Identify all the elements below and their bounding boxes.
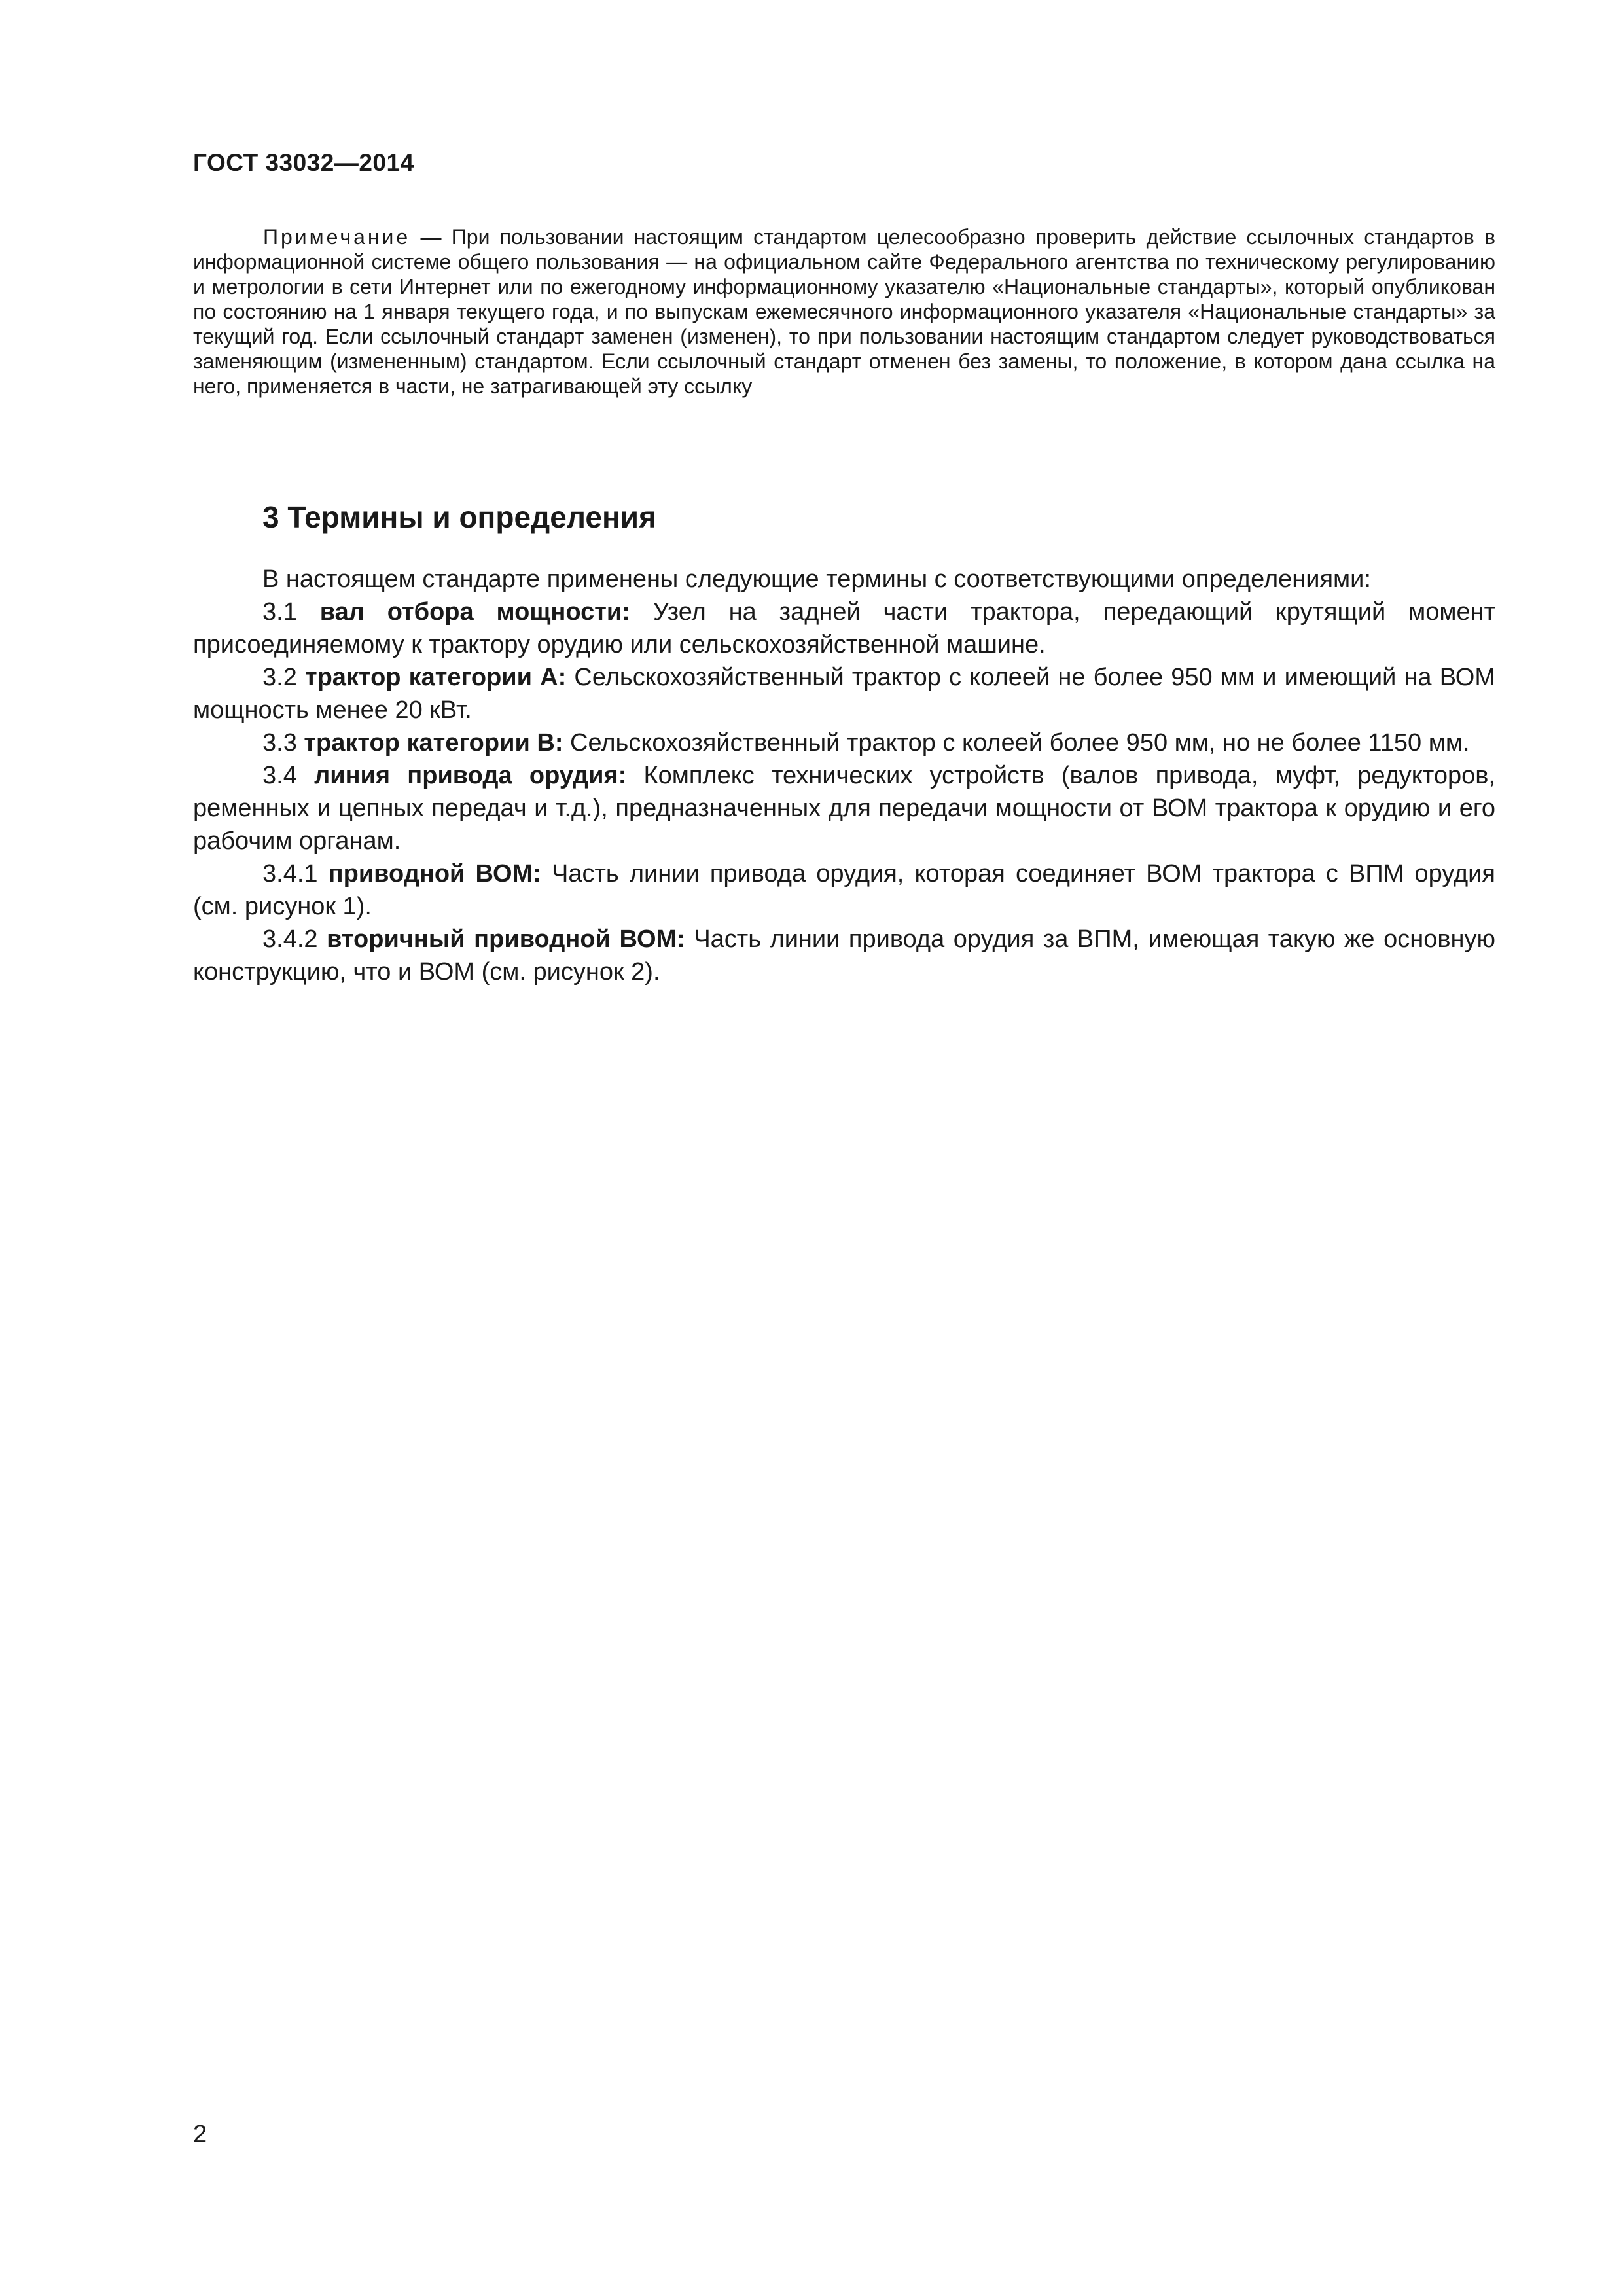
term-definition: Комплекс технических устройств (валов привода, муфт, редукторов, ременных и цепных передач и т.д.), предназначенных для передачи мощности от ВОМ трактора к орудию и его рабочим органам.: [193, 762, 1495, 855]
term-definition: Часть линии привода орудия, которая соединяет ВОМ трактора с ВПМ орудия (см. рисунок 1).: [193, 860, 1495, 920]
term-item: [193, 726, 1495, 759]
reference-note: [193, 224, 1495, 399]
term-item: [193, 661, 1495, 726]
term-item: [193, 759, 1495, 857]
note-text: — При пользовании настоящим стандартом целесообразно проверить действие ссылочных стандартов в информационной системе общего пользования — на официальном сайте Федерального агентства по техническому регулированию и метрологии в сети Интернет или по ежегодному информационному указателю «Национальные стандарты», который опубликован по состоянию на 1 января текущего года, и по выпускам ежемесячного информационного указателя «Национальные стандарты» за текущий год. Если ссылочный стандарт заменен (изменен), то при пользовании настоящим стандартом следует руководствоваться заменяющим (измененным) стандартом. Если ссылочный стандарт отменен без замены, то положение, в котором дана ссылка на него, применяется в части, не затрагивающей эту ссылку: [193, 225, 1495, 398]
term-definition: Часть линии привода орудия за ВПМ, имеющая такую же основную конструкцию, что и ВОМ (см. рисунок 2).: [193, 925, 1496, 986]
section-title: 3 Термины и определения: [262, 500, 656, 534]
term-number: 3.4.1: [262, 860, 329, 888]
term-name: линия привода орудия:: [314, 762, 627, 789]
term-definition: Узел на задней части трактора, передающий крутящий момент присоединяемому к трактору орудию или сельскохозяйственной машине.: [193, 598, 1495, 658]
term-definition: Сельскохозяйственный трактор с колеей более 950 мм, но не более 1150 мм.: [563, 729, 1470, 757]
section-intro: В настоящем стандарте применены следующие термины с соответствующими определениями:: [262, 565, 1371, 593]
term-number: 3.4: [262, 762, 315, 789]
term-definition: Сельскохозяйственный трактор с колеей не более 950 мм и имеющий на ВОМ мощность менее 20 кВт.: [193, 664, 1496, 724]
term-name: приводной ВОМ:: [328, 860, 541, 888]
terms-section: [193, 497, 1495, 988]
term-item: [193, 596, 1495, 661]
term-name: вал отбора мощности:: [319, 598, 630, 626]
document-header: ГОСТ 33032—2014: [193, 149, 414, 176]
term-name: вторичный приводной ВОМ:: [327, 925, 685, 953]
note-label: Примечание: [263, 225, 411, 249]
page-number: 2: [193, 2121, 207, 2148]
term-name: трактор категории А:: [304, 664, 567, 691]
term-name: трактор категории В:: [304, 729, 563, 757]
term-number: 3.2: [262, 664, 305, 691]
term-number: 3.4.2: [262, 925, 327, 953]
term-item: [193, 923, 1495, 988]
term-number: 3.1: [262, 598, 320, 626]
term-item: [193, 857, 1495, 923]
term-number: 3.3: [262, 729, 304, 757]
